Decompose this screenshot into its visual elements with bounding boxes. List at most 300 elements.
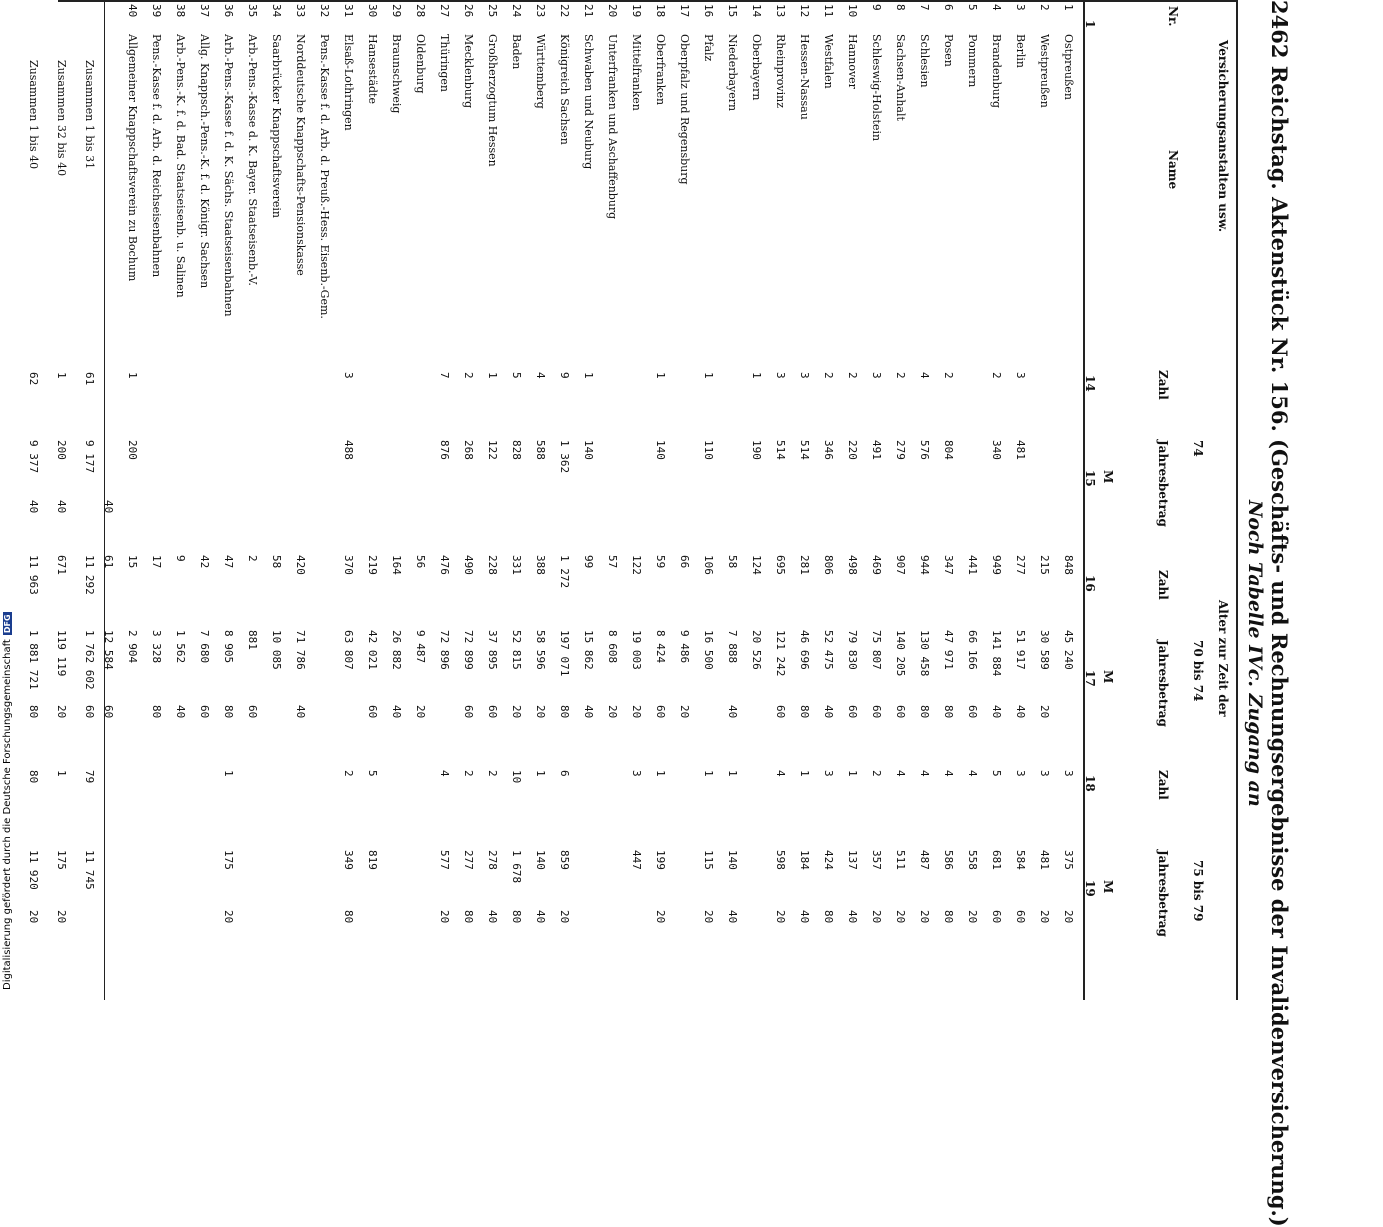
row-1-nr: 1: [1062, 4, 1075, 11]
row-13-z14: 3: [774, 372, 787, 379]
row-31-z16: 370: [342, 555, 355, 575]
row-19-nr: 19: [630, 4, 643, 18]
row-8-nr: 8: [894, 4, 907, 11]
total-2-j19: 11 920: [27, 850, 40, 890]
row-19-z18: 3: [630, 770, 643, 777]
row-6-j15: 804: [942, 440, 955, 460]
row-9-z14: 3: [870, 372, 883, 379]
row-16-j19: 115: [702, 850, 715, 870]
row-40-extra-j17_extra: 12 584: [102, 630, 115, 670]
row-20-p17: 20: [606, 705, 619, 719]
row-31-name: Elsaß-Lothringen: [342, 34, 355, 131]
row-24-p17: 20: [510, 705, 523, 719]
row-20-j17: 8 608: [606, 630, 619, 664]
row-36-name: Arb.-Pens.-Kasse f. d. K. Sächs. Staatseisenbahnen: [222, 34, 235, 317]
row-11-z18: 3: [822, 770, 835, 777]
total-1-p17: 20: [55, 705, 68, 719]
row-33-j17: 71 786: [294, 630, 307, 670]
row-16-z14: 1: [702, 372, 715, 379]
row-8-j19: 511: [894, 850, 907, 870]
row-22-j17: 197 071: [558, 630, 571, 677]
total-0-z16: 11 292: [83, 555, 96, 595]
row-39-z16: 17: [150, 555, 163, 569]
row-11-p17: 40: [822, 705, 835, 719]
row-7-p19: 20: [918, 910, 931, 924]
total-2-z18: 80: [27, 770, 40, 784]
header-group-70-74: 70 bis 74: [1191, 640, 1205, 702]
row-3-z18: 3: [1014, 770, 1027, 777]
row-40-j15: 200: [126, 440, 139, 460]
total-1-j15: 200: [55, 440, 68, 460]
row-7-z18: 4: [918, 770, 931, 777]
row-10-p19: 40: [846, 910, 859, 924]
total-2-p17: 80: [27, 705, 40, 719]
row-15-nr: 15: [726, 4, 739, 18]
row-15-j17: 7 888: [726, 630, 739, 664]
row-18-z16: 59: [654, 555, 667, 569]
row-28-name: Oldenburg: [414, 34, 427, 94]
header-jahresbetrag-19: Jahresbetrag: [1156, 850, 1170, 937]
row-13-j15: 514: [774, 440, 787, 460]
row-30-z18: 5: [366, 770, 379, 777]
row-5-j19: 558: [966, 850, 979, 870]
row-14-z14: 1: [750, 372, 763, 379]
row-18-j19: 199: [654, 850, 667, 870]
total-0-j19: 11 745: [83, 850, 96, 890]
row-37-p17: 60: [198, 705, 211, 719]
colnum-16: 16: [1083, 575, 1097, 592]
row-25-j19: 278: [486, 850, 499, 870]
row-35-name: Arb.-Pens.-Kasse d. K. Bayer. Staatseisenb.-V.: [246, 34, 259, 286]
row-10-z14: 2: [846, 372, 859, 379]
row-8-p17: 60: [894, 705, 907, 719]
row-22-j15: 1 362: [558, 440, 571, 474]
row-39-p17: 80: [150, 705, 163, 719]
row-1-j17: 45 240: [1062, 630, 1075, 670]
row-13-name: Rheinprovinz: [774, 34, 787, 109]
row-6-name: Posen: [942, 34, 955, 67]
row-19-j17: 19 003: [630, 630, 643, 670]
row-22-z14: 9: [558, 372, 571, 379]
row-27-z14: 7: [438, 372, 451, 379]
row-23-p17: 20: [534, 705, 547, 719]
row-40-extra-p15: 40: [102, 500, 115, 514]
row-3-z16: 277: [1014, 555, 1027, 575]
row-33-name: Norddeutsche Knappschafts-Pensionskasse: [294, 34, 307, 276]
row-23-z18: 1: [534, 770, 547, 777]
row-8-j17: 140 205: [894, 630, 907, 677]
row-38-name: Arb.-Pens.-K. f. d. Bad. Staatseisenb. u. Salinen: [174, 34, 187, 298]
header-zahl-14: Zahl: [1156, 370, 1170, 400]
row-1-z18: 3: [1062, 770, 1075, 777]
row-15-p17: 40: [726, 705, 739, 719]
row-40-extra-z16_extra: 61: [102, 555, 115, 569]
row-9-name: Schleswig-Holstein: [870, 34, 883, 142]
row-6-j19: 586: [942, 850, 955, 870]
row-6-z18: 4: [942, 770, 955, 777]
row-6-nr: 6: [942, 4, 955, 11]
row-9-nr: 9: [870, 4, 883, 11]
header-mark-17: M: [1101, 670, 1115, 684]
row-5-j17: 66 166: [966, 630, 979, 670]
header-age-group: Alter zur Zeit der: [1216, 600, 1230, 717]
row-5-z16: 441: [966, 555, 979, 575]
row-2-z16: 215: [1038, 555, 1051, 575]
row-7-name: Schlesien: [918, 34, 931, 88]
row-31-j15: 488: [342, 440, 355, 460]
row-9-j17: 75 807: [870, 630, 883, 670]
row-24-j15: 828: [510, 440, 523, 460]
row-12-z16: 281: [798, 555, 811, 575]
row-12-z18: 1: [798, 770, 811, 777]
row-14-nr: 14: [750, 4, 763, 18]
row-25-j17: 37 895: [486, 630, 499, 670]
row-23-z14: 4: [534, 372, 547, 379]
row-21-nr: 21: [582, 4, 595, 18]
row-25-nr: 25: [486, 4, 499, 18]
row-32-nr: 32: [318, 4, 331, 18]
row-3-nr: 3: [1014, 4, 1027, 11]
total-2-j17: 1 881 721: [27, 630, 40, 690]
row-3-j17: 51 917: [1014, 630, 1027, 670]
row-33-z16: 420: [294, 555, 307, 575]
row-23-nr: 23: [534, 4, 547, 18]
row-17-p17: 20: [678, 705, 691, 719]
row-26-name: Mecklenburg: [462, 34, 475, 109]
row-13-j17: 121 242: [774, 630, 787, 677]
row-39-nr: 39: [150, 4, 163, 18]
row-13-j19: 598: [774, 850, 787, 870]
row-27-nr: 27: [438, 4, 451, 18]
row-12-z14: 3: [798, 372, 811, 379]
row-10-nr: 10: [846, 4, 859, 18]
row-31-nr: 31: [342, 4, 355, 18]
row-30-j17: 42 021: [366, 630, 379, 670]
row-27-p19: 20: [438, 910, 451, 924]
row-14-name: Oberbayern: [750, 34, 763, 101]
row-23-p19: 40: [534, 910, 547, 924]
colnum-19: 19: [1083, 880, 1097, 897]
row-21-z16: 99: [582, 555, 595, 569]
row-25-z18: 2: [486, 770, 499, 777]
row-22-p19: 20: [558, 910, 571, 924]
row-26-z14: 2: [462, 372, 475, 379]
total-1-name: Zusammen 32 bis 40: [55, 60, 68, 177]
row-10-j19: 137: [846, 850, 859, 870]
header-mark-15: M: [1101, 470, 1115, 484]
row-30-j19: 819: [366, 850, 379, 870]
colnum-14: 14: [1083, 375, 1097, 392]
row-33-p17: 40: [294, 705, 307, 719]
total-2-p19: 20: [27, 910, 40, 924]
row-7-j17: 130 458: [918, 630, 931, 677]
row-2-z18: 3: [1038, 770, 1051, 777]
row-35-j17: 881: [246, 630, 259, 650]
row-40-name: Allgemeiner Knappschaftsverein zu Bochum: [126, 34, 139, 282]
row-12-nr: 12: [798, 4, 811, 18]
row-1-p19: 20: [1062, 910, 1075, 924]
row-19-j19: 447: [630, 850, 643, 870]
row-10-z18: 1: [846, 770, 859, 777]
row-13-p19: 20: [774, 910, 787, 924]
row-31-z14: 3: [342, 372, 355, 379]
row-11-nr: 11: [822, 4, 835, 18]
row-2-p19: 20: [1038, 910, 1051, 924]
row-4-z14: 2: [990, 372, 1003, 379]
total-1-j17: 119 119: [55, 630, 68, 677]
row-3-j19: 584: [1014, 850, 1027, 870]
row-36-j19: 175: [222, 850, 235, 870]
dfg-logo: DFG: [3, 614, 12, 634]
row-38-z16: 9: [174, 555, 187, 562]
row-20-z16: 57: [606, 555, 619, 569]
row-5-z18: 4: [966, 770, 979, 777]
row-7-z16: 944: [918, 555, 931, 575]
row-26-j15: 268: [462, 440, 475, 460]
header-group-75-79: 75 bis 79: [1191, 860, 1205, 922]
row-11-name: Westfalen: [822, 34, 835, 89]
row-4-z16: 949: [990, 555, 1003, 575]
total-2-p15: 40: [27, 500, 40, 514]
row-24-z18: 10: [510, 770, 523, 784]
row-2-nr: 2: [1038, 4, 1051, 11]
total-1-z18: 1: [55, 770, 68, 777]
header-zahl-16: Zahl: [1156, 570, 1170, 600]
header-name: Name: [1166, 150, 1180, 190]
row-8-z14: 2: [894, 372, 907, 379]
row-12-p19: 40: [798, 910, 811, 924]
row-29-z16: 164: [390, 555, 403, 575]
row-18-p17: 60: [654, 705, 667, 719]
left-border: [58, 0, 1238, 2]
total-1-j19: 175: [55, 850, 68, 870]
row-34-name: Saarbrücker Knappschaftsverein: [270, 34, 283, 219]
row-28-j17: 9 487: [414, 630, 427, 664]
row-19-name: Mittelfranken: [630, 34, 643, 111]
row-18-j15: 140: [654, 440, 667, 460]
row-18-name: Oberfranken: [654, 34, 667, 106]
row-4-p17: 40: [990, 705, 1003, 719]
row-22-name: Königreich Sachsen: [558, 34, 571, 145]
total-0-p17: 60: [83, 705, 96, 719]
row-8-j15: 279: [894, 440, 907, 460]
total-1-z14: 1: [55, 372, 68, 379]
row-6-z16: 347: [942, 555, 955, 575]
row-36-z18: 1: [222, 770, 235, 777]
row-9-j15: 491: [870, 440, 883, 460]
row-6-p19: 80: [942, 910, 955, 924]
row-14-j15: 190: [750, 440, 763, 460]
row-2-j17: 30 589: [1038, 630, 1051, 670]
row-25-name: Großherzogtum Hessen: [486, 34, 499, 167]
row-10-name: Hannover: [846, 34, 859, 89]
digitization-note: [2, 612, 13, 990]
row-40-nr: 40: [126, 4, 139, 18]
row-27-z16: 476: [438, 555, 451, 575]
row-8-p19: 20: [894, 910, 907, 924]
row-13-nr: 13: [774, 4, 787, 18]
row-15-name: Niederbayern: [726, 34, 739, 112]
row-18-j17: 8 424: [654, 630, 667, 664]
row-26-z16: 490: [462, 555, 475, 575]
row-37-nr: 37: [198, 4, 211, 18]
row-7-nr: 7: [918, 4, 931, 11]
row-39-name: Pens.-Kasse f. d. Arb. d. Reichseisenbahnen: [150, 34, 163, 278]
row-3-j15: 481: [1014, 440, 1027, 460]
row-22-nr: 22: [558, 4, 571, 18]
row-6-z14: 2: [942, 372, 955, 379]
row-24-j19: 1 678: [510, 850, 523, 884]
row-23-j15: 588: [534, 440, 547, 460]
row-36-nr: 36: [222, 4, 235, 18]
row-15-p19: 40: [726, 910, 739, 924]
row-40-z16: 15: [126, 555, 139, 569]
row-21-p17: 40: [582, 705, 595, 719]
row-19-p17: 20: [630, 705, 643, 719]
row-11-j19: 424: [822, 850, 835, 870]
row-31-p19: 80: [342, 910, 355, 924]
header-group-74: 74: [1191, 440, 1205, 457]
row-2-name: Westpreußen: [1038, 34, 1051, 108]
row-35-z16: 2: [246, 555, 259, 562]
row-38-j17: 1 562: [174, 630, 187, 664]
colnum-1: 1: [1083, 20, 1097, 29]
header-jahresbetrag-17: Jahresbetrag: [1156, 640, 1170, 727]
row-18-z18: 1: [654, 770, 667, 777]
row-27-j19: 577: [438, 850, 451, 870]
row-7-z14: 4: [918, 372, 931, 379]
row-18-nr: 18: [654, 4, 667, 18]
row-5-p17: 60: [966, 705, 979, 719]
row-4-p19: 60: [990, 910, 1003, 924]
row-16-nr: 16: [702, 4, 715, 18]
row-17-nr: 17: [678, 4, 691, 18]
total-2-z16: 11 963: [27, 555, 40, 595]
row-26-p17: 60: [462, 705, 475, 719]
row-4-j15: 340: [990, 440, 1003, 460]
row-23-z16: 388: [534, 555, 547, 575]
row-31-z18: 2: [342, 770, 355, 777]
row-22-z18: 6: [558, 770, 571, 777]
row-30-p17: 60: [366, 705, 379, 719]
row-27-z18: 4: [438, 770, 451, 777]
row-18-p19: 20: [654, 910, 667, 924]
row-40-extra-p17_extra: 60: [102, 705, 115, 719]
row-28-z16: 56: [414, 555, 427, 569]
row-16-j15: 110: [702, 440, 715, 460]
row-26-p19: 80: [462, 910, 475, 924]
total-2-j15: 9 377: [27, 440, 40, 474]
row-15-j19: 140: [726, 850, 739, 870]
row-26-nr: 26: [462, 4, 475, 18]
row-4-j19: 681: [990, 850, 1003, 870]
colnum-15: 15: [1083, 470, 1097, 487]
row-10-j15: 220: [846, 440, 859, 460]
colnum-17: 17: [1083, 670, 1097, 687]
row-9-z18: 2: [870, 770, 883, 777]
row-23-j19: 140: [534, 850, 547, 870]
row-19-z16: 122: [630, 555, 643, 575]
total-0-name: Zusammen 1 bis 31: [83, 60, 96, 170]
row-13-p17: 60: [774, 705, 787, 719]
row-12-name: Hessen-Nassau: [798, 34, 811, 120]
row-12-j17: 46 696: [798, 630, 811, 670]
row-8-name: Sachsen-Anhalt: [894, 34, 907, 121]
row-11-j15: 346: [822, 440, 835, 460]
row-11-z14: 2: [822, 372, 835, 379]
row-12-p17: 80: [798, 705, 811, 719]
row-20-name: Unterfranken und Aschaffenburg: [606, 34, 619, 220]
row-2-p17: 20: [1038, 705, 1051, 719]
row-29-j17: 26 882: [390, 630, 403, 670]
row-27-j17: 72 896: [438, 630, 451, 670]
row-23-j17: 58 596: [534, 630, 547, 670]
row-36-p19: 20: [222, 910, 235, 924]
row-4-j17: 141 884: [990, 630, 1003, 677]
row-38-p17: 40: [174, 705, 187, 719]
row-10-j17: 79 830: [846, 630, 859, 670]
top-rule: [1236, 0, 1238, 1000]
row-25-z14: 1: [486, 372, 499, 379]
row-26-j17: 72 899: [462, 630, 475, 670]
row-36-z16: 47: [222, 555, 235, 569]
row-3-z14: 3: [1014, 372, 1027, 379]
row-4-name: Brandenburg: [990, 34, 1003, 109]
row-35-p17: 60: [246, 705, 259, 719]
row-25-p19: 40: [486, 910, 499, 924]
row-10-p17: 60: [846, 705, 859, 719]
row-6-j17: 47 971: [942, 630, 955, 670]
row-9-j19: 357: [870, 850, 883, 870]
row-5-nr: 5: [966, 4, 979, 11]
row-35-nr: 35: [246, 4, 259, 18]
row-4-nr: 4: [990, 4, 1003, 11]
row-16-z18: 1: [702, 770, 715, 777]
header-rule: [1083, 0, 1085, 1000]
row-21-j15: 140: [582, 440, 595, 460]
row-1-name: Ostpreußen: [1062, 34, 1075, 100]
row-27-name: Thüringen: [438, 34, 451, 93]
row-30-name: Hansestädte: [366, 34, 379, 104]
row-3-name: Berlin: [1014, 34, 1027, 68]
row-16-name: Pfalz: [702, 34, 715, 62]
header-nr: Nr.: [1166, 6, 1180, 27]
row-9-p17: 60: [870, 705, 883, 719]
row-1-z16: 848: [1062, 555, 1075, 575]
row-37-j17: 7 680: [198, 630, 211, 664]
row-6-p17: 80: [942, 705, 955, 719]
row-3-p17: 40: [1014, 705, 1027, 719]
row-23-name: Württemberg: [534, 34, 547, 109]
table-title: Noch Tabelle IVc. Zugang an: [1244, 500, 1266, 807]
row-20-nr: 20: [606, 4, 619, 18]
row-17-z16: 66: [678, 555, 691, 569]
row-11-z16: 806: [822, 555, 835, 575]
row-7-j15: 576: [918, 440, 931, 460]
row-22-j19: 859: [558, 850, 571, 870]
row-31-j19: 349: [342, 850, 355, 870]
total-0-j17: 1 762 602: [83, 630, 96, 690]
row-24-j17: 52 815: [510, 630, 523, 670]
row-16-j17: 16 500: [702, 630, 715, 670]
row-34-nr: 34: [270, 4, 283, 18]
row-24-z14: 5: [510, 372, 523, 379]
row-18-z14: 1: [654, 372, 667, 379]
row-21-z14: 1: [582, 372, 595, 379]
row-1-j19: 375: [1062, 850, 1075, 870]
row-34-j17: 10 085: [270, 630, 283, 670]
row-11-p19: 80: [822, 910, 835, 924]
